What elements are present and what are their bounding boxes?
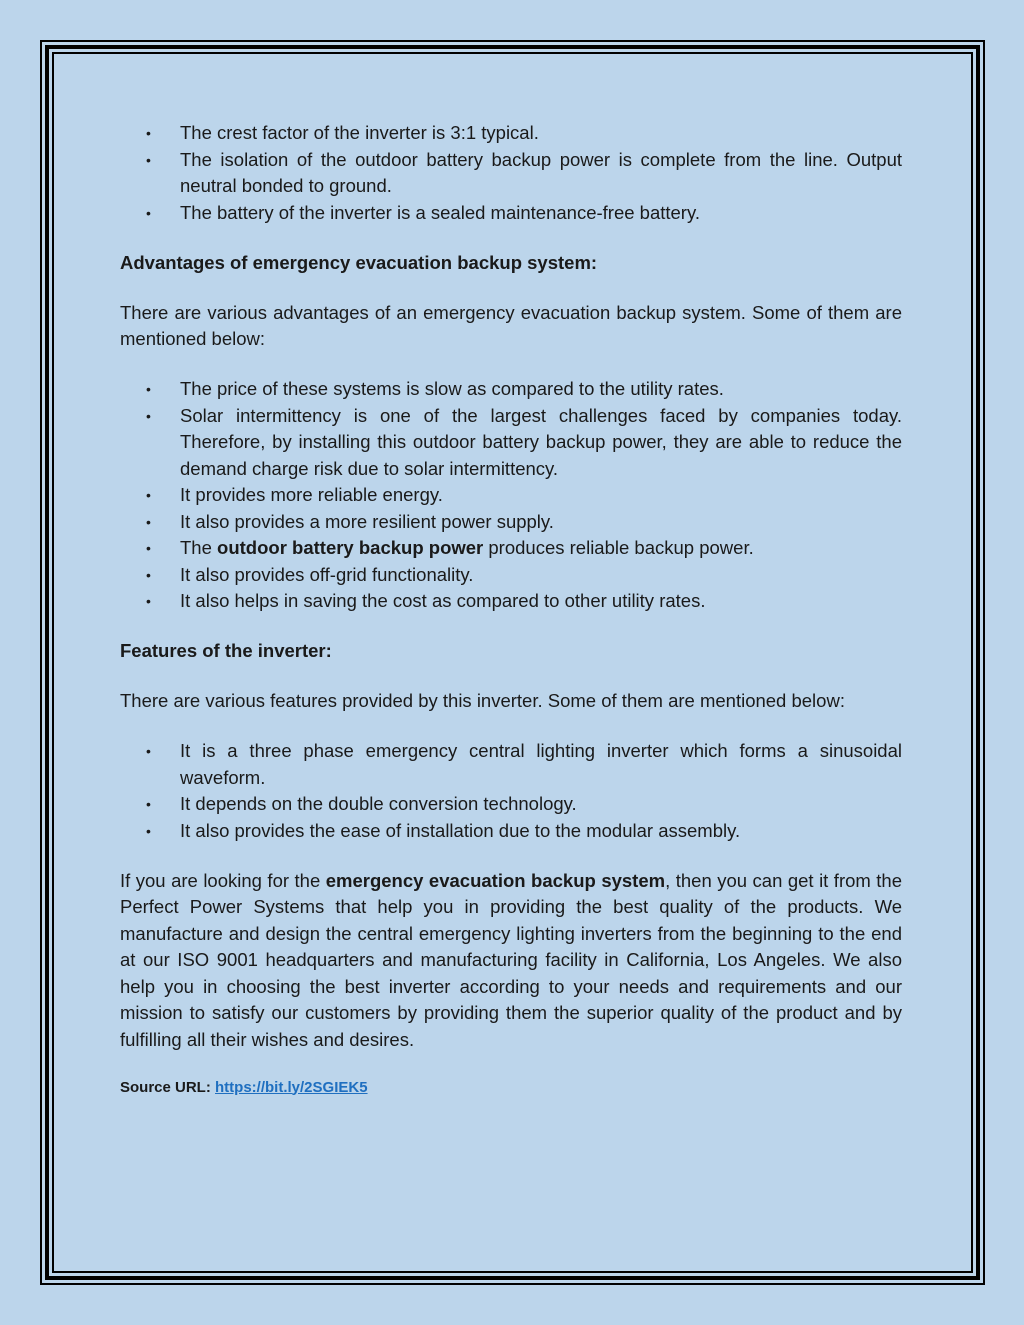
keyword-bold: emergency evacuation backup system xyxy=(325,869,666,891)
bullet-icon: • xyxy=(146,487,151,503)
list-item: • It also provides off-grid functionality. xyxy=(120,562,902,589)
list-item: • It also helps in saving the cost as compared to other utility rates. xyxy=(120,588,902,615)
source-link[interactable]: https://bit.ly/2SGIEK5 xyxy=(215,1078,368,1096)
bullet-icon: • xyxy=(146,540,151,556)
features-heading: Features of the inverter: xyxy=(120,640,332,661)
list-item: • It depends on the double conversion technology. xyxy=(120,791,902,818)
list-item: • It provides more reliable energy. xyxy=(120,482,902,509)
source-line xyxy=(120,1077,902,1099)
list-item: • The crest factor of the inverter is 3:1 typical. xyxy=(120,120,902,147)
bullet-icon: • xyxy=(146,151,151,168)
keyword-bold: outdoor battery backup power xyxy=(217,537,484,558)
source-label: Source URL: xyxy=(120,1078,216,1096)
bullet-icon: • xyxy=(146,822,151,839)
bullet-icon: • xyxy=(146,593,151,609)
bullet-icon: • xyxy=(146,796,151,812)
document-body xyxy=(120,120,902,1099)
features-intro: There are various features provided by this inverter. Some of them are mentioned below: xyxy=(120,690,845,711)
bullet-icon: • xyxy=(146,381,151,397)
list-item: • It also provides a more resilient power supply. xyxy=(120,509,902,536)
bullet-icon: • xyxy=(146,566,151,583)
bullet-icon: • xyxy=(146,513,151,530)
inverter-specs-list xyxy=(120,120,902,226)
bullet-icon: • xyxy=(146,743,151,759)
list-item: • It is a three phase emergency central lighting inverter which forms a sinusoidal waveform. xyxy=(146,740,902,788)
bullet-icon: • xyxy=(146,204,151,221)
list-item: • Solar intermittency is one of the largest challenges faced by companies today. Therefore, by installing this outdoor battery backup power, they are able to reduce the demand charge risk due to solar intermittency. xyxy=(146,404,902,479)
bullet-icon: • xyxy=(146,125,151,141)
list-item: • It also provides the ease of installation due to the modular assembly. xyxy=(120,818,902,845)
advantages-list xyxy=(120,376,902,615)
list-item: • The outdoor battery backup power produces reliable backup power. xyxy=(120,535,902,562)
advantages-heading: Advantages of emergency evacuation backup system: xyxy=(120,251,598,273)
features-list xyxy=(120,738,902,844)
advantages-intro: There are various advantages of an emergency evacuation backup system. Some of them are mentioned below: xyxy=(120,301,902,349)
list-item: • The isolation of the outdoor battery backup power is complete from the line. Output neutral bonded to ground. xyxy=(146,148,902,196)
list-item: • The price of these systems is slow as compared to the utility rates. xyxy=(120,376,902,403)
closing-paragraph: If you are looking for the emergency evacuation backup system, then you can get it from the Perfect Power Systems that help you in providing the best quality of the products. We manufacture and design the central emergency lighting inverters from the beginning to the end at our ISO 9001 headquarters and manufacturing facility in California, Los Angeles. We also help you in choosing the best inverter according to your needs and requirements and our mission to satisfy our customers by providing them the superior quality of the product and by fulfilling all their wishes and desires. xyxy=(120,869,903,1050)
bullet-icon: • xyxy=(146,407,151,424)
list-item: • The battery of the inverter is a sealed maintenance-free battery. xyxy=(120,200,902,227)
